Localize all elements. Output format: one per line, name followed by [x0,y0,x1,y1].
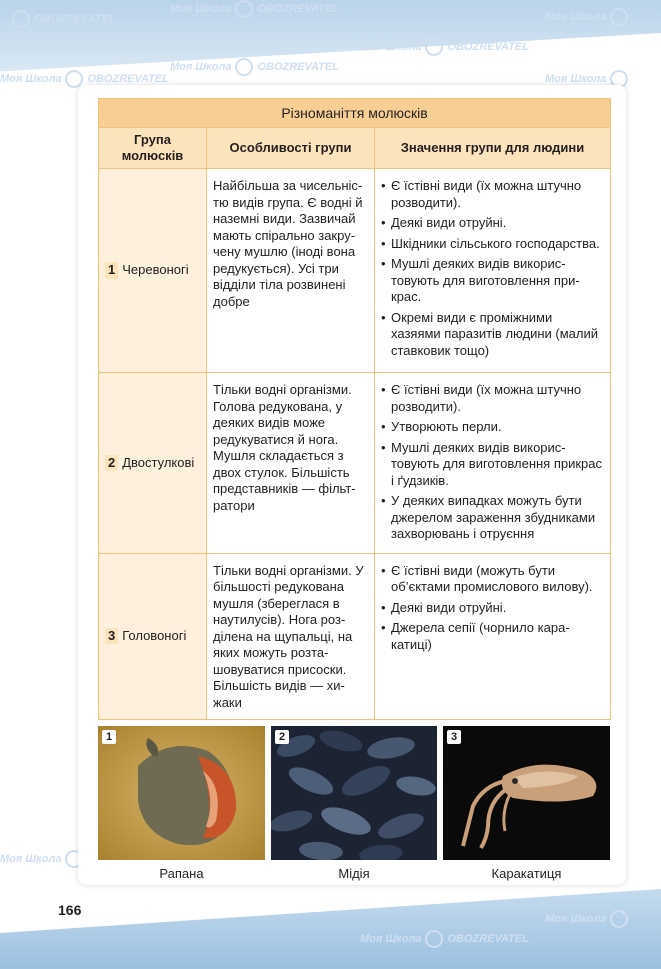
features-cell: Тільки водні організми. Голова редукована, у деяких видів може редукуватися й нога. Мушля складається з двох стулок. Більшість представників — фільтратори [207,373,375,554]
rapana-image [98,726,265,860]
value-item: • Утворюють перли. [381,419,604,436]
values-cell [375,373,611,554]
page-number: 166 [58,902,82,918]
value-item: • Шкідники сільського господарства. [381,236,604,253]
watermark: Моя Школа OBOZREVATEL [170,0,339,18]
value-item: • Є їстівні види (можуть бути об’єктами промислового вилову). [381,563,604,596]
header-group: Група молюсків [99,128,207,169]
photo-number: 2 [275,730,289,744]
table-row [99,373,611,554]
values-cell [375,553,611,719]
group-cell [99,373,207,554]
watermark: Моя Школа [545,8,632,26]
table-row [99,169,611,373]
features-cell: Тільки водні організми. У більшості редукована мушля (збереглася в наутилусів). Нога розділена на щупальці, на яких можуть розташовуватися присоски. Більшість видів — хижаки [207,553,375,719]
table-header-row [99,128,611,169]
table-title: Різноманіття молюсків [99,99,611,128]
group-name: Головоногі [122,627,187,643]
photo-number: 3 [447,730,461,744]
group-number: 1 [105,262,118,279]
value-item: • Є їстівні види (їх можна штучно розводити). [381,382,604,415]
group-number: 3 [105,628,118,645]
photo-caption: Рапана [159,866,204,881]
watermark: Моя Школа [545,70,632,88]
group-cell [99,553,207,719]
photo-mussels [271,726,437,881]
group-name: Двостулкові [122,454,195,470]
watermark: Моя Школа [545,910,632,928]
photo-caption: Мідія [338,866,370,881]
header-features: Особливості групи [207,128,375,169]
watermark: Моя Школа OBOZREVATEL [0,70,169,88]
value-item: • Джерела сепії (чорнило каракатиці) [381,620,604,653]
photo-strip [98,726,610,886]
watermark: OBOZREVATEL [8,10,115,28]
photo-number: 1 [102,730,116,744]
value-item: • Є їстівні види (їх можна штучно розводити). [381,178,604,211]
photo-cuttlefish [443,726,610,881]
table-title-row [99,99,611,128]
group-cell [99,169,207,373]
watermark: Моя Школа [0,850,169,868]
table-row [99,553,611,719]
header-values: Значення групи для людини [375,128,611,169]
values-cell [375,169,611,373]
watermark: Моя Школа OBOZREVATEL [170,58,339,76]
value-item: • Мушлі деяких видів використовують для виготовлення прикрас. [381,256,604,306]
mussels-image [271,726,437,860]
watermark: Моя Школа OBOZREVATEL [360,38,529,56]
group-name: Черевоногі [122,262,189,278]
footer-background [0,889,661,969]
value-item: • Деякі види отруйні. [381,215,604,232]
photo-rapana [98,726,265,881]
value-item: • У деяких випадках можуть бути джерелом зараження збудниками захворювань і отруєння [381,493,604,543]
value-item: • Окремі види є проміжними хазяями паразитів людини (малий ставковик тощо) [381,310,604,360]
features-cell: Найбільша за чисельністю видів група. Є водні й наземні види. Зазвичай мають спірально закручену мушлю (іноді вона редукується). Усі три відділи тіла розвинені добре [207,169,375,373]
cuttlefish-image [443,726,610,860]
value-item: • Мушлі деяких видів використовують для виготовлення прикрас і ґудзиків. [381,440,604,490]
molluscs-table [98,98,611,720]
photo-caption: Каракатиця [491,866,562,881]
value-item: • Деякі види отруйні. [381,600,604,617]
group-number: 2 [105,455,118,472]
watermark: Моя Школа OBOZREVATEL [360,930,529,948]
